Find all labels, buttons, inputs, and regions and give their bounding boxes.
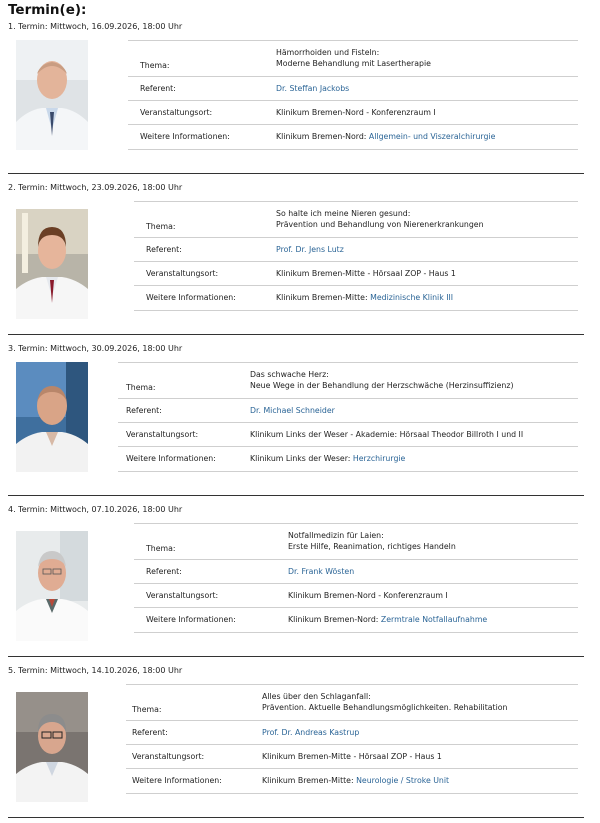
row-thema <box>134 201 578 238</box>
thema-label: Thema: <box>126 383 156 392</box>
info-link[interactable]: Neurologie / Stroke Unit <box>356 776 450 785</box>
row-thema <box>126 684 578 721</box>
info-link[interactable]: Allgemein- und Viszeralchirurgie <box>368 132 496 141</box>
info-link[interactable]: Herzchirurgie <box>352 454 406 463</box>
thema-title: Das schwache Herz: <box>250 370 329 379</box>
info-label: Weitere Informationen: <box>140 132 230 141</box>
thema-subtitle: Moderne Behandlung mit Lasertherapie <box>276 59 431 68</box>
ort-value: Klinikum Bremen-Mitte - Hörsaal ZOP - Haus 1 <box>276 269 456 278</box>
separator <box>8 656 584 657</box>
speaker-photo <box>16 531 88 641</box>
row-ort <box>126 744 578 769</box>
referent-label: Referent: <box>146 567 182 576</box>
info-link[interactable]: Medizinische Klinik III <box>370 293 454 302</box>
info-prefix: Klinikum Bremen-Nord: <box>288 615 381 624</box>
thema-title: So halte ich meine Nieren gesund: <box>276 209 411 218</box>
speaker-photo <box>16 40 88 150</box>
referent-label: Referent: <box>126 406 162 415</box>
thema-title: Hämorrhoiden und Fisteln: <box>276 48 380 57</box>
ort-label: Veranstaltungsort: <box>140 108 213 117</box>
speaker-photo <box>16 209 88 319</box>
separator <box>8 173 584 174</box>
row-info <box>134 285 578 311</box>
thema-label: Thema: <box>140 61 170 70</box>
ort-label: Veranstaltungsort: <box>146 591 219 600</box>
info-label: Weitere Informationen: <box>146 293 236 302</box>
event-entry-5 <box>8 666 584 816</box>
page-title: Termin(e): <box>8 2 87 18</box>
ort-value: Klinikum Bremen-Nord - Konferenzraum I <box>276 108 436 117</box>
info-prefix: Klinikum Bremen-Mitte: <box>262 776 357 785</box>
thema-subtitle: Erste Hilfe, Reanimation, richtiges Handeln <box>288 542 456 551</box>
event-heading: 2. Termin: Mittwoch, 23.09.2026, 18:00 Uhr <box>8 183 183 192</box>
ort-value: Klinikum Bremen-Nord - Konferenzraum I <box>288 591 448 600</box>
thema-label: Thema: <box>146 544 176 553</box>
referent-label: Referent: <box>140 84 176 93</box>
ort-value: Klinikum Links der Weser - Akademie: Hörsaal Theodor Billroth I und II <box>250 430 524 439</box>
info-prefix: Klinikum Bremen-Mitte: <box>276 293 371 302</box>
event-entry-3 <box>8 344 584 486</box>
info-label: Weitere Informationen: <box>126 454 216 463</box>
info-link[interactable]: Zermtrale Notfallaufnahme <box>380 615 488 624</box>
referent-label: Referent: <box>146 245 182 254</box>
speaker-photo <box>16 362 88 472</box>
event-entry-1 <box>8 22 584 164</box>
info-prefix: Klinikum Bremen-Nord: <box>276 132 369 141</box>
row-referent <box>134 559 578 584</box>
thema-subtitle: Prävention. Aktuelle Behandlungsmöglichkeiten. Rehabilitation <box>262 703 508 712</box>
ort-label: Veranstaltungsort: <box>146 269 219 278</box>
event-heading: 1. Termin: Mittwoch, 16.09.2026, 18:00 Uhr <box>8 22 183 31</box>
referent-link[interactable]: Dr. Frank Wösten <box>288 567 355 576</box>
row-referent <box>126 720 578 745</box>
info-prefix: Klinikum Links der Weser: <box>250 454 353 463</box>
event-entry-2 <box>8 183 584 325</box>
separator <box>8 817 584 818</box>
thema-label: Thema: <box>146 222 176 231</box>
info-label: Weitere Informationen: <box>146 615 236 624</box>
event-heading: 3. Termin: Mittwoch, 30.09.2026, 18:00 Uhr <box>8 344 183 353</box>
row-ort <box>118 422 578 447</box>
row-thema <box>134 523 578 560</box>
referent-link[interactable]: Prof. Dr. Andreas Kastrup <box>262 728 360 737</box>
event-heading: 4. Termin: Mittwoch, 07.10.2026, 18:00 Uhr <box>8 505 183 514</box>
thema-title: Notfallmedizin für Laien: <box>288 531 384 540</box>
row-thema <box>128 40 578 77</box>
thema-label: Thema: <box>132 705 162 714</box>
separator <box>8 495 584 496</box>
row-referent <box>134 237 578 262</box>
referent-label: Referent: <box>132 728 168 737</box>
row-ort <box>128 100 578 125</box>
row-referent <box>118 398 578 423</box>
ort-value: Klinikum Bremen-Mitte - Hörsaal ZOP - Haus 1 <box>262 752 442 761</box>
row-ort <box>134 583 578 608</box>
row-referent <box>128 76 578 101</box>
speaker-photo <box>16 692 88 802</box>
thema-title: Alles über den Schlaganfall: <box>262 692 371 701</box>
event-entry-4 <box>8 505 584 647</box>
thema-subtitle: Neue Wege in der Behandlung der Herzschwäche (Herzinsuffizienz) <box>250 381 514 390</box>
row-info <box>118 446 578 472</box>
separator <box>8 334 584 335</box>
thema-subtitle: Prävention und Behandlung von Nierenerkrankungen <box>276 220 484 229</box>
referent-link[interactable]: Dr. Steffan Jackobs <box>276 84 350 93</box>
row-ort <box>134 261 578 286</box>
ort-label: Veranstaltungsort: <box>126 430 199 439</box>
info-label: Weitere Informationen: <box>132 776 222 785</box>
referent-link[interactable]: Dr. Michael Schneider <box>250 406 335 415</box>
event-heading: 5. Termin: Mittwoch, 14.10.2026, 18:00 Uhr <box>8 666 183 675</box>
row-info <box>134 607 578 633</box>
row-info <box>126 768 578 794</box>
row-info <box>128 124 578 150</box>
referent-link[interactable]: Prof. Dr. Jens Lutz <box>276 245 344 254</box>
row-thema <box>118 362 578 399</box>
ort-label: Veranstaltungsort: <box>132 752 205 761</box>
